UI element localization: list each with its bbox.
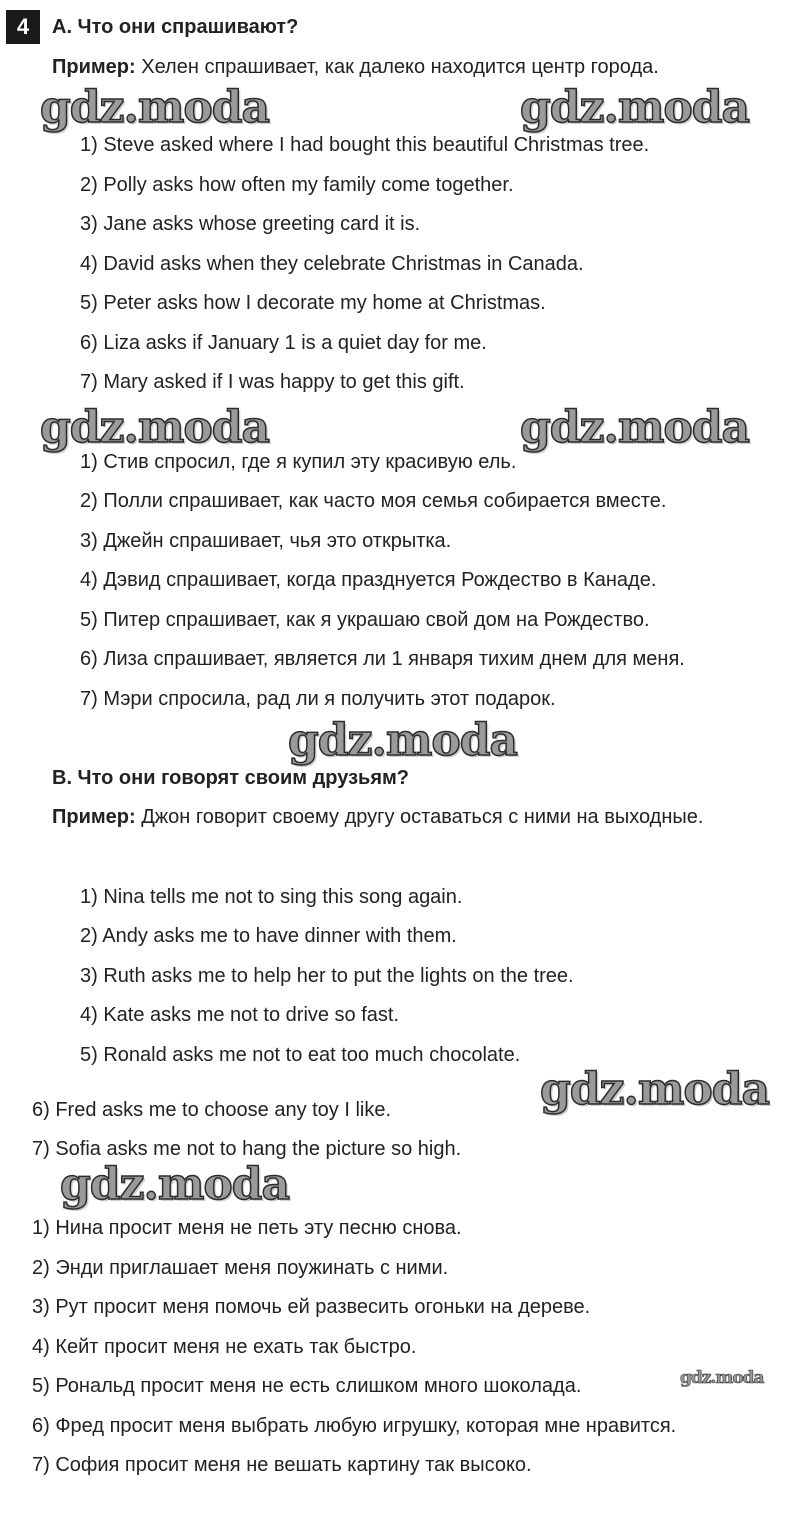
part-b-english-6: 6) Fred asks me to choose any toy I like.	[32, 1099, 392, 1121]
exercise-number-badge: 4	[6, 10, 40, 44]
part-b-russian-3: 3) Рут просит меня помочь ей развесить огоньки на дереве.	[32, 1296, 591, 1318]
part-a-english-7: 7) Mary asked if I was happy to get this gift.	[80, 371, 465, 393]
watermark-logo: gdz.moda	[520, 402, 750, 453]
part-b-english-4: 4) Kate asks me not to drive so fast.	[80, 1004, 400, 1026]
part-b-heading: B. Что они говорят своим друзьям?	[52, 767, 410, 789]
part-a-english-6: 6) Liza asks if January 1 is a quiet day for me.	[80, 332, 487, 354]
watermark-logo: gdz.moda	[40, 82, 270, 133]
example-label: Пример:	[52, 56, 136, 78]
part-b-russian-4: 4) Кейт просит меня не ехать так быстро.	[32, 1336, 417, 1358]
part-b-russian-7: 7) София просит меня не вешать картину так высоко.	[32, 1454, 532, 1476]
example-text: Хелен спрашивает, как далеко находится центр города.	[141, 56, 659, 78]
part-b-russian-6: 6) Фред просит меня выбрать любую игрушку, которая мне нравится.	[32, 1415, 677, 1437]
part-b-russian-5: 5) Рональд просит меня не есть слишком много шоколада.	[32, 1375, 582, 1397]
example-label: Пример:	[52, 806, 136, 828]
part-a-russian-3: 3) Джейн спрашивает, чья это открытка.	[80, 530, 452, 552]
part-a-russian-6: 6) Лиза спрашивает, является ли 1 января тихим днем для меня.	[80, 648, 685, 670]
part-a-english-5: 5) Peter asks how I decorate my home at Christmas.	[80, 292, 546, 314]
part-a-english-2: 2) Polly asks how often my family come together.	[80, 174, 514, 196]
part-b-english-5: 5) Ronald asks me not to eat too much chocolate.	[80, 1044, 521, 1066]
watermark-logo: gdz.moda	[540, 1064, 770, 1115]
part-a-russian-7: 7) Мэри спросила, рад ли я получить этот подарок.	[80, 688, 556, 710]
part-b-russian-2: 2) Энди приглашает меня поужинать с ними.	[32, 1257, 449, 1279]
part-b-example	[52, 805, 703, 829]
part-a-heading: A. Что они спрашивают?	[52, 16, 299, 38]
part-a-english-1: 1) Steve asked where I had bought this beautiful Christmas tree.	[80, 134, 650, 156]
part-a-english-3: 3) Jane asks whose greeting card it is.	[80, 213, 421, 235]
part-b-russian-1: 1) Нина просит меня не петь эту песню снова.	[32, 1217, 462, 1239]
part-b-english-7: 7) Sofia asks me not to hang the picture so high.	[32, 1138, 462, 1160]
watermark-logo: gdz.moda	[520, 82, 750, 133]
part-a-russian-4: 4) Дэвид спрашивает, когда празднуется Рождество в Канаде.	[80, 569, 657, 591]
watermark-logo: gdz.moda	[680, 1368, 764, 1388]
part-a-example	[52, 55, 659, 79]
watermark-logo: gdz.moda	[40, 402, 270, 453]
part-a-russian-5: 5) Питер спрашивает, как я украшаю свой дом на Рождество.	[80, 609, 650, 631]
watermark-logo: gdz.moda	[288, 715, 518, 766]
part-a-russian-2: 2) Полли спрашивает, как часто моя семья собирается вместе.	[80, 490, 667, 512]
example-text: Джон говорит своему другу оставаться с ними на выходные.	[141, 806, 704, 828]
part-a-russian-1: 1) Стив спросил, где я купил эту красивую ель.	[80, 451, 517, 473]
watermark-logo: gdz.moda	[60, 1159, 290, 1210]
part-b-english-2: 2) Andy asks me to have dinner with them.	[80, 925, 457, 947]
part-b-english-1: 1) Nina tells me not to sing this song again.	[80, 886, 463, 908]
part-a-english-4: 4) David asks when they celebrate Christmas in Canada.	[80, 253, 584, 275]
part-b-english-3: 3) Ruth asks me to help her to put the lights on the tree.	[80, 965, 574, 987]
